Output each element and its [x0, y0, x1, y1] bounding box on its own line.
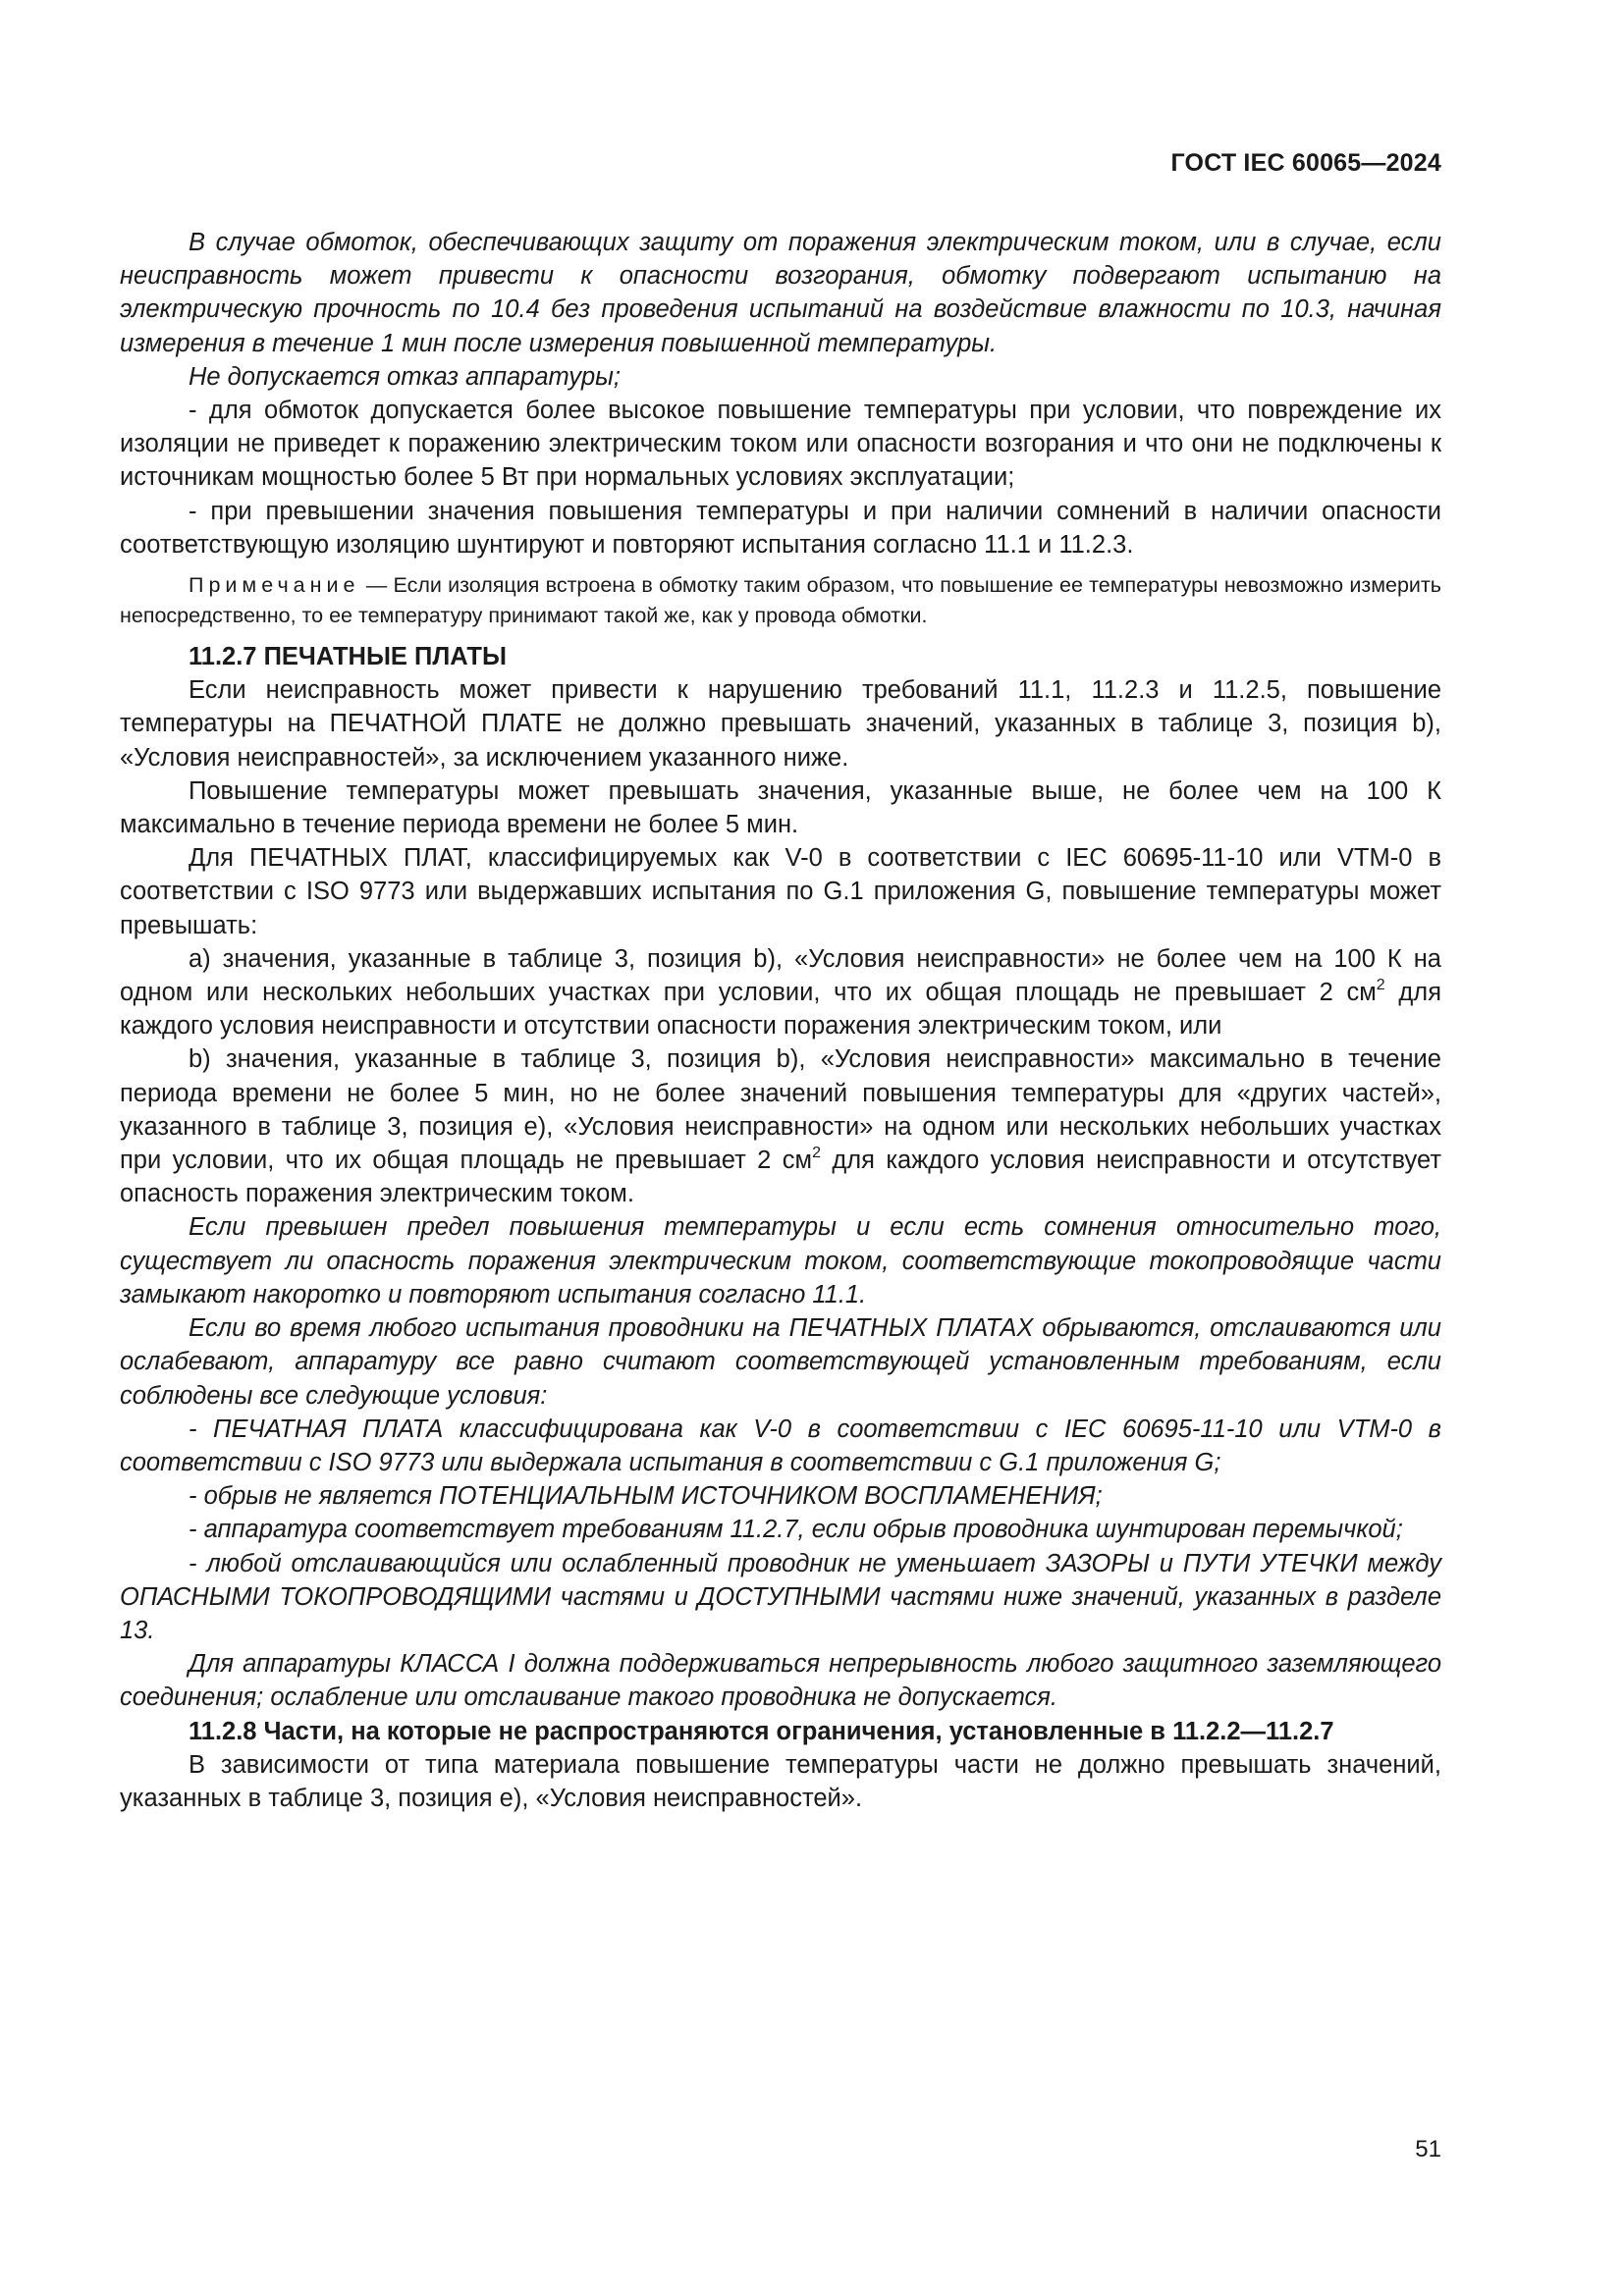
paragraph: Если неисправность может привести к нарушению требований 11.1, 11.2.3 и 11.2.5, повышение температуры на ПЕЧАТНОЙ ПЛАТЕ не должно превышать значений, указанных в таблице 3, позиция b), «Условия неисправностей», за исключением указанного ниже. — [120, 676, 1441, 772]
list-item-b: b) значения, указанные в таблице 3, позиция b), «Условия неисправности» максимально в течение периода времени не более 5 мин, но не более значений повышения температуры для «других частей», указанного в таблице 3, позиция е), «Условия неисправности» на одном или нескольких небольших участках при условии, что их общая площадь не превышает 2 $см^2$ для каждого условия неисправности и отсутствует опасность поражения электрическим током. — [120, 1045, 1442, 1208]
list-item: - обрыв не является ПОТЕНЦИАЛЬНЫМ ИСТОЧНИКОМ ВОСПЛАМЕНЕНИЯ; — [189, 1482, 1103, 1511]
paragraph-no-failure: Не допускается отказ аппаратуры; — [189, 362, 622, 391]
document-body — [120, 226, 1441, 1815]
paragraph: Если во время любого испытания проводники на ПЕЧАТНЫХ ПЛАТАХ обрываются, отслаиваются или ослабевают, аппаратуру все равно считают соответствующей установленным требованиям, если соблюдены все следующие условия: — [120, 1314, 1441, 1410]
paragraph: Если превышен предел повышения температуры и если есть сомнения относительно того, существует ли опасность поражения электрическим током, соответствующие токопроводящие части замыкают накоротко и повторяют испытания согласно 11.1. — [120, 1213, 1441, 1308]
paragraph: Для аппаратуры КЛАССА I должна поддерживаться непрерывность любого защитного заземляющего соединения; ослабление или отслаивание такого проводника не допускается. — [120, 1650, 1441, 1712]
paragraph-winding-test: В случае обмоток, обеспечивающих защиту от поражения электрическим током, или в случае, если неисправность может привести к опасности возгорания, обмотку подвергают испытанию на электрическую прочность по 10.4 без проведения испытаний на воздействие влажности по 10.3, начиная измерения в течение 1 мин после измерения повышенной температуры. — [120, 229, 1441, 357]
list-item: - при превышении значения повышения температуры и при наличии сомнений в наличии опасности соответствующую изоляцию шунтируют и повторяют испытания согласно 11.1 и 11.2.3. — [120, 497, 1441, 559]
page-number: 51 — [1415, 2136, 1441, 2163]
list-item: - аппаратура соответствует требованиям 11.2.7, если обрыв проводника шунтирован перемычкой; — [189, 1516, 1403, 1544]
list-item: - ПЕЧАТНАЯ ПЛАТА классифицирована как V-0 в соответствии с IEC 60695-11-10 или VTM-0 в соответствии с ISO 9773 или выдержала испытания в соответствии с G.1 приложения G; — [120, 1415, 1441, 1476]
document-header: ГОСТ IEC 60065—2024 — [1170, 149, 1441, 177]
note-text: — Если изоляция встроена в обмотку таким образом, что повышение ее температуры невозможно измерить непосредственно, то ее температуру принимают такой же, как у провода обмотки. — [120, 573, 1441, 628]
paragraph: В зависимости от типа материала повышение температуры части не должно превышать значений, указанных в таблице 3, позиция е), «Условия неисправностей». — [120, 1750, 1441, 1812]
list-item: - для обмоток допускается более высокое повышение температуры при условии, что повреждение их изоляции не приведет к поражению электрическим током или опасности возгорания и что они не подключены к источникам мощностью более 5 Вт при нормальных условиях эксплуатации; — [120, 397, 1441, 492]
paragraph: Повышение температуры может превышать значения, указанные выше, не более чем на 100 К максимально в течение периода времени не более 5 мин. — [120, 776, 1441, 839]
paragraph: Для ПЕЧАТНЫХ ПЛАТ, классифицируемых как V-0 в соответствии с IEC 60695-11-10 или VTM-0 в соответствии с ISO 9773 или выдержавших испытания по G.1 приложения G, повышение температуры может превышать: — [120, 844, 1441, 939]
note — [120, 570, 1441, 631]
list-item: - любой отслаивающийся или ослабленный проводник не уменьшает ЗАЗОРЫ и ПУТИ УТЕЧКИ между ОПАСНЫМИ ТОКОПРОВОДЯЩИМИ частями и ДОСТУПНЫМИ частями ниже значений, указанных в разделе 13. — [120, 1549, 1441, 1644]
section-heading-11-2-8: 11.2.8 Части, на которые не распространяются ограничения, установленные в 11.2.2—11.2.7 — [189, 1717, 1334, 1745]
note-label: Примечание — [189, 573, 360, 598]
list-item-a: а) значения, указанные в таблице 3, позиция b), «Условия неисправности» не более чем на 100 К на одном или нескольких небольших участках при условии, что их общая площадь не превышает 2 $см^2$ для каждого условия неисправности и отсутствии опасности поражения электрическим током, или — [120, 944, 1441, 1041]
section-heading-11-2-7: 11.2.7 ПЕЧАТНЫЕ ПЛАТЫ — [189, 643, 507, 671]
